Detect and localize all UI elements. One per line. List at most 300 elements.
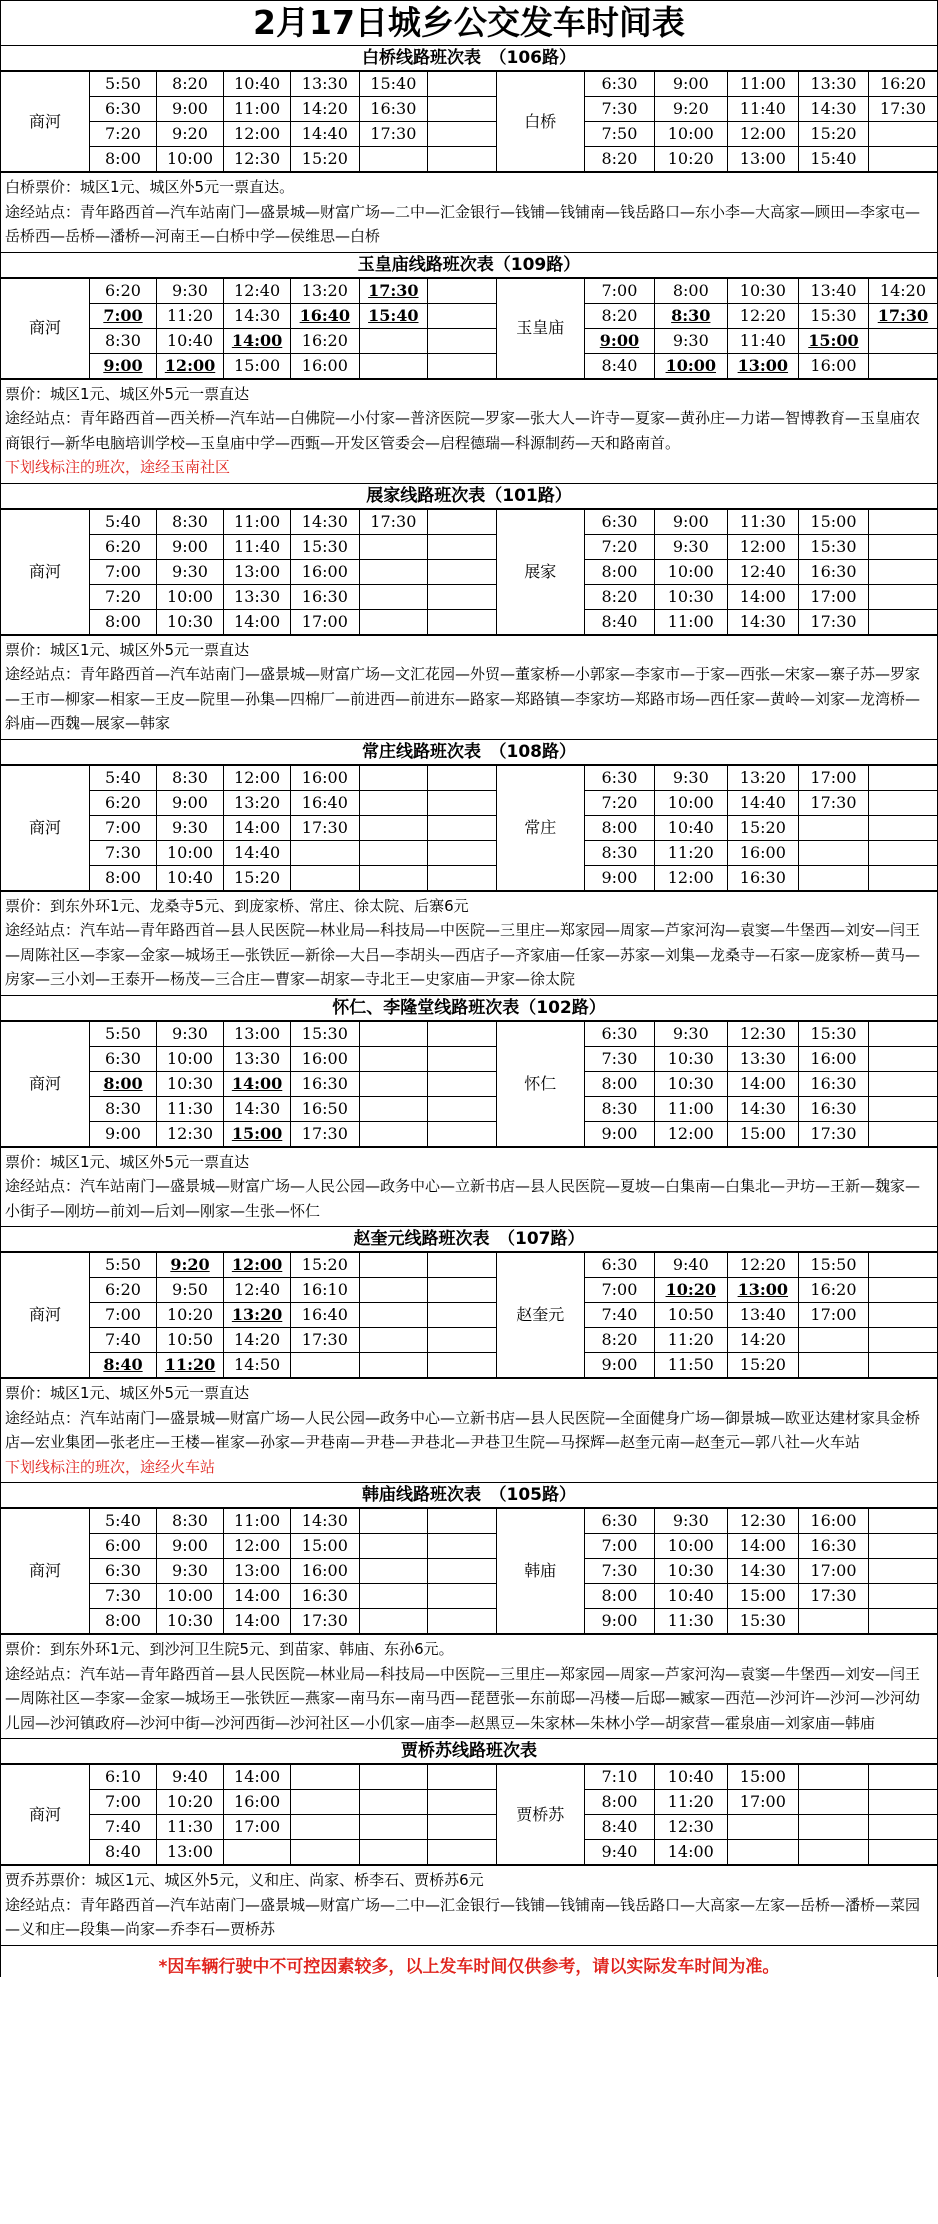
departure-time-cell: 8:00 [654,278,727,303]
departure-time-cell [359,1353,427,1378]
departure-time-cell: 15:00 [727,1584,798,1609]
departure-time-cell: 10:30 [157,609,224,634]
departure-time-cell: 13:20 [224,790,291,815]
departure-time-cell: 14:40 [727,790,798,815]
departure-time-cell [428,1253,496,1278]
departure-time-cell: 13:00 [727,1278,798,1303]
departure-time-cell: 15:20 [291,147,359,172]
table-row [1,790,937,815]
departure-time-cell: 16:30 [359,97,427,122]
table-row [1,509,937,534]
departure-time-cell: 10:20 [654,147,727,172]
departure-time-cell: 7:00 [89,559,156,584]
departure-time-cell: 15:50 [799,1253,869,1278]
departure-time-cell [359,1765,427,1790]
section-title: 常庄线路班次表 （108路） [1,740,937,765]
departure-time-cell: 10:20 [654,1278,727,1303]
departure-time-cell [428,559,496,584]
departure-time-cell: 11:40 [727,97,798,122]
departure-time-cell: 9:00 [157,1534,224,1559]
departure-time-cell: 8:40 [89,1840,156,1865]
departure-time-cell [868,1121,937,1146]
departure-time-cell: 8:30 [89,1096,156,1121]
timetable [1,1021,937,1147]
departure-time-cell: 17:30 [799,609,869,634]
departure-time-cell [428,1790,496,1815]
departure-time-cell [359,1509,427,1534]
departure-time-cell: 8:00 [89,609,156,634]
departure-time-cell: 16:50 [291,1096,359,1121]
departure-time-cell: 6:30 [585,1021,655,1046]
departure-time-cell: 16:00 [224,1790,291,1815]
departure-time-cell: 7:50 [585,122,655,147]
departure-time-cell: 15:20 [291,1253,359,1278]
departure-time-cell [868,1071,937,1096]
departure-time-cell [799,1353,869,1378]
departure-time-cell [868,509,937,534]
departure-time-cell: 8:00 [89,1071,156,1096]
table-row [1,1509,937,1534]
departure-time-cell [428,1765,496,1790]
departure-time-cell: 11:20 [157,303,224,328]
departure-time-cell: 7:40 [585,1303,655,1328]
departure-time-cell [359,840,427,865]
departure-time-cell: 14:20 [868,278,937,303]
departure-time-cell [359,1609,427,1634]
route-section [1,1483,937,1739]
departure-time-cell [359,1328,427,1353]
departure-time-cell [359,1303,427,1328]
departure-time-cell: 13:40 [799,278,869,303]
departure-time-cell: 16:00 [799,1509,869,1534]
departure-time-cell: 11:20 [654,1790,727,1815]
departure-time-cell [868,1253,937,1278]
departure-time-cell: 15:00 [799,328,869,353]
departure-time-cell [868,584,937,609]
terminal-station-label: 贾桥苏 [496,1765,584,1865]
departure-time-cell: 8:30 [89,328,156,353]
departure-time-cell: 10:00 [157,584,224,609]
departure-time-cell [428,278,496,303]
departure-time-cell: 8:30 [157,1509,224,1534]
table-row [1,1815,937,1840]
departure-time-cell: 10:30 [654,1071,727,1096]
departure-time-cell: 9:00 [654,509,727,534]
departure-time-cell: 8:20 [585,1328,655,1353]
departure-time-cell: 9:30 [654,534,727,559]
departure-time-cell: 6:30 [585,509,655,534]
departure-time-cell: 10:20 [157,1790,224,1815]
departure-time-cell: 14:40 [291,122,359,147]
departure-time-cell: 10:00 [654,122,727,147]
departure-time-cell [868,815,937,840]
departure-time-cell: 6:30 [89,1046,156,1071]
departure-time-cell [428,1046,496,1071]
table-row [1,72,937,97]
stops-text: 途经站点：青年路西首—汽车站南门—盛景城—财富广场—二中—汇金银行—钱铺—钱铺南—钱岳路口—大高家—左家—岳桥—潘桥—菜园—义和庄—段集—尚家—乔李石—贾桥苏 [5,1895,921,1938]
departure-time-cell: 14:30 [224,303,291,328]
departure-time-cell: 7:00 [585,1534,655,1559]
departure-time-cell: 11:30 [727,509,798,534]
departure-time-cell: 10:00 [654,790,727,815]
section-title: 玉皇庙线路班次表（109路） [1,253,937,278]
departure-time-cell [799,1815,869,1840]
origin-station-label: 商河 [1,1765,89,1865]
departure-time-cell: 14:20 [727,1328,798,1353]
departure-time-cell: 16:00 [291,765,359,790]
departure-time-cell: 14:00 [224,1071,291,1096]
timetable [1,1508,937,1634]
origin-station-label: 商河 [1,72,89,172]
departure-time-cell: 7:20 [585,790,655,815]
departure-time-cell [359,1096,427,1121]
departure-time-cell: 7:10 [585,1765,655,1790]
departure-time-cell: 16:00 [291,353,359,378]
departure-time-cell: 9:20 [157,1253,224,1278]
departure-time-cell: 9:30 [157,278,224,303]
departure-time-cell: 15:30 [727,1609,798,1634]
departure-time-cell: 14:00 [224,609,291,634]
departure-time-cell: 14:00 [224,1765,291,1790]
table-row [1,1046,937,1071]
departure-time-cell: 9:30 [654,328,727,353]
departure-time-cell: 5:50 [89,1253,156,1278]
departure-time-cell [428,1096,496,1121]
departure-time-cell [428,1815,496,1840]
table-row [1,147,937,172]
table-row [1,584,937,609]
table-row [1,534,937,559]
departure-time-cell: 10:40 [654,815,727,840]
table-row [1,353,937,378]
departure-time-cell: 15:00 [224,353,291,378]
stops-text: 途经站点：青年路西首—汽车站南门—盛景城—财富广场—二中—汇金银行—钱铺—钱铺南—钱岳路口—东小李—大高家—顾田—李家屯—岳桥西—岳桥—潘桥—河南王—白桥中学—侯维思—白桥 [5,202,921,245]
departure-time-cell [868,559,937,584]
departure-time-cell: 12:00 [654,1121,727,1146]
departure-time-cell [359,1815,427,1840]
departure-time-cell [799,1765,869,1790]
departure-time-cell [428,328,496,353]
table-row [1,865,937,890]
departure-time-cell: 17:00 [799,765,869,790]
departure-time-cell [799,1328,869,1353]
departure-time-cell: 15:30 [799,534,869,559]
departure-time-cell: 12:30 [654,1815,727,1840]
departure-time-cell: 6:30 [89,97,156,122]
departure-time-cell: 13:00 [224,1559,291,1584]
departure-time-cell [359,765,427,790]
departure-time-cell: 7:30 [89,840,156,865]
departure-time-cell [428,1303,496,1328]
departure-time-cell: 17:30 [868,97,937,122]
departure-time-cell [868,1559,937,1584]
departure-time-cell: 7:00 [89,303,156,328]
departure-time-cell: 14:40 [224,840,291,865]
departure-time-cell: 12:20 [727,1253,798,1278]
departure-time-cell: 14:00 [224,328,291,353]
departure-time-cell: 16:30 [799,1096,869,1121]
stops-text: 途经站点：汽车站—青年路西首—县人民医院—林业局—科技局—中医院—三里庄—郑家园—周家—芦家河沟—袁窦—牛堡西—刘安—闫王—周陈社区—李家—金家—城场王—张铁匠—新徐—大吕—李胡头—西店子—齐家庙—任家—苏家—刘集—龙桑寺—石家—庞家桥—黄马—房家—三小刘—王泰开—杨茂—三合庄—曹家—胡家—寺北王—史家庙—尹家—徐太院 [5,921,921,988]
departure-time-cell: 10:50 [157,1328,224,1353]
departure-time-cell: 8:00 [585,1071,655,1096]
departure-time-cell: 12:00 [157,353,224,378]
origin-station-label: 商河 [1,765,89,890]
departure-time-cell: 9:20 [157,122,224,147]
departure-time-cell: 13:20 [291,278,359,303]
departure-time-cell: 9:00 [157,534,224,559]
departure-time-cell: 5:40 [89,1509,156,1534]
departure-time-cell: 10:40 [224,72,291,97]
departure-time-cell: 14:50 [224,1353,291,1378]
origin-station-label: 商河 [1,1253,89,1378]
departure-time-cell [868,1790,937,1815]
departure-time-cell: 14:20 [291,97,359,122]
departure-time-cell: 16:30 [291,1071,359,1096]
departure-time-cell: 12:20 [727,303,798,328]
departure-time-cell [359,353,427,378]
departure-time-cell: 9:30 [157,1021,224,1046]
table-row [1,1303,937,1328]
departure-time-cell: 6:30 [585,72,655,97]
departure-time-cell: 16:00 [291,1559,359,1584]
departure-time-cell [291,1790,359,1815]
table-row [1,1534,937,1559]
table-row [1,1609,937,1634]
table-row [1,97,937,122]
departure-time-cell: 7:00 [585,278,655,303]
departure-time-cell: 6:20 [89,278,156,303]
departure-time-cell: 6:20 [89,790,156,815]
table-row [1,1765,937,1790]
departure-time-cell [359,328,427,353]
departure-time-cell: 14:00 [224,815,291,840]
timetable [1,765,937,891]
departure-time-cell: 10:30 [654,584,727,609]
departure-time-cell: 14:30 [224,1096,291,1121]
route-section [1,1739,937,1946]
departure-time-cell [428,865,496,890]
departure-time-cell: 8:00 [89,1609,156,1634]
departure-time-cell: 9:00 [157,790,224,815]
departure-time-cell [359,534,427,559]
departure-time-cell: 9:30 [157,815,224,840]
table-row [1,765,937,790]
departure-time-cell: 9:00 [585,1609,655,1634]
departure-time-cell: 14:30 [727,1559,798,1584]
departure-time-cell: 6:20 [89,1278,156,1303]
departure-time-cell [359,1559,427,1584]
underline-note: 下划线标注的班次，途经玉南社区 [5,458,231,476]
departure-time-cell: 16:00 [799,1046,869,1071]
departure-time-cell: 17:00 [799,584,869,609]
departure-time-cell [428,534,496,559]
departure-time-cell: 17:00 [799,1303,869,1328]
departure-time-cell: 13:20 [727,765,798,790]
departure-time-cell: 8:30 [157,509,224,534]
departure-time-cell: 15:20 [727,815,798,840]
departure-time-cell: 11:00 [727,72,798,97]
departure-time-cell: 12:40 [224,278,291,303]
departure-time-cell [428,1021,496,1046]
route-section [1,484,937,740]
departure-time-cell: 8:30 [654,303,727,328]
departure-time-cell: 10:00 [157,1046,224,1071]
departure-time-cell [868,353,937,378]
departure-time-cell: 16:00 [291,1046,359,1071]
departure-time-cell: 12:00 [224,1534,291,1559]
departure-time-cell [727,1840,798,1865]
table-row [1,1121,937,1146]
departure-time-cell: 16:40 [291,1303,359,1328]
departure-time-cell [428,765,496,790]
terminal-station-label: 展家 [496,509,584,634]
departure-time-cell: 9:00 [585,328,655,353]
departure-time-cell [359,1534,427,1559]
departure-time-cell: 11:30 [157,1815,224,1840]
departure-time-cell [291,865,359,890]
departure-time-cell [224,1840,291,1865]
fare-text: 贾乔苏票价：城区1元、城区外5元，义和庄、尚家、桥李石、贾桥苏6元 [5,1871,484,1889]
departure-time-cell: 16:00 [291,559,359,584]
departure-time-cell [359,1071,427,1096]
route-info [1,1865,937,1946]
departure-time-cell [868,765,937,790]
origin-station-label: 商河 [1,1021,89,1146]
departure-time-cell: 8:00 [585,559,655,584]
departure-time-cell: 12:40 [727,559,798,584]
departure-time-cell: 5:50 [89,72,156,97]
departure-time-cell [428,840,496,865]
departure-time-cell: 11:40 [224,534,291,559]
departure-time-cell: 17:30 [799,1584,869,1609]
departure-time-cell [868,1609,937,1634]
departure-time-cell: 12:00 [224,765,291,790]
departure-time-cell: 13:20 [224,1303,291,1328]
departure-time-cell [428,1509,496,1534]
page-title: 2月17日城乡公交发车时间表 [1,1,937,46]
departure-time-cell [359,1840,427,1865]
departure-time-cell: 15:20 [727,1353,798,1378]
departure-time-cell [428,1609,496,1634]
section-title: 展家线路班次表（101路） [1,484,937,509]
departure-time-cell: 7:30 [585,1559,655,1584]
departure-time-cell: 14:00 [224,1584,291,1609]
table-row [1,1096,937,1121]
stops-text: 途经站点：青年路西首—汽车站南门—盛景城—财富广场—文汇花园—外贸—董家桥—小郭家—李家市—于家—西张—宋家—寨子苏—罗家—王市—柳家—相家—王皮—院里—孙集—四棉厂—前进西—前进东—路家—郑路镇—李家坊—郑路市场—西任家—黄岭—刘家—龙湾桥—斜庙—西魏—展家—韩家 [5,665,921,732]
departure-time-cell: 9:30 [157,559,224,584]
departure-time-cell [291,1765,359,1790]
route-info [1,1147,937,1228]
departure-time-cell [868,1021,937,1046]
terminal-station-label: 赵奎元 [496,1253,584,1378]
departure-time-cell: 5:50 [89,1021,156,1046]
table-row [1,1840,937,1865]
departure-time-cell [428,122,496,147]
departure-time-cell: 8:40 [585,1815,655,1840]
route-section [1,1227,937,1483]
departure-time-cell: 9:30 [157,1559,224,1584]
departure-time-cell [868,790,937,815]
departure-time-cell: 12:30 [224,147,291,172]
route-info [1,172,937,253]
departure-time-cell: 14:30 [727,609,798,634]
departure-time-cell: 6:30 [585,1253,655,1278]
departure-time-cell: 9:00 [585,1121,655,1146]
departure-time-cell: 7:40 [89,1815,156,1840]
departure-time-cell: 15:20 [224,865,291,890]
departure-time-cell: 8:00 [89,865,156,890]
departure-time-cell [868,122,937,147]
departure-time-cell: 7:00 [89,815,156,840]
departure-time-cell: 16:30 [799,1071,869,1096]
departure-time-cell [868,840,937,865]
departure-time-cell [359,584,427,609]
departure-time-cell: 10:40 [654,1584,727,1609]
departure-time-cell: 16:20 [799,1278,869,1303]
departure-time-cell: 11:00 [224,1509,291,1534]
departure-time-cell: 10:00 [157,147,224,172]
departure-time-cell: 8:00 [89,147,156,172]
departure-time-cell [359,865,427,890]
departure-time-cell: 13:30 [799,72,869,97]
departure-time-cell [868,1534,937,1559]
departure-time-cell [291,1840,359,1865]
departure-time-cell: 14:00 [654,1840,727,1865]
table-row [1,1328,937,1353]
origin-station-label: 商河 [1,1509,89,1634]
table-row [1,1253,937,1278]
departure-time-cell: 16:30 [291,584,359,609]
table-row [1,1071,937,1096]
route-section [1,996,937,1228]
departure-time-cell: 6:30 [585,765,655,790]
departure-time-cell: 11:20 [157,1353,224,1378]
fare-text: 票价：城区1元、城区外5元一票直达 [5,384,250,403]
timetable [1,278,937,379]
departure-time-cell: 14:00 [727,1071,798,1096]
departure-time-cell [428,584,496,609]
departure-time-cell: 16:40 [291,790,359,815]
departure-time-cell [359,1021,427,1046]
departure-time-cell: 8:30 [585,1096,655,1121]
departure-time-cell [359,559,427,584]
departure-time-cell: 17:30 [868,303,937,328]
departure-time-cell: 12:00 [727,534,798,559]
departure-time-cell: 7:20 [89,122,156,147]
departure-time-cell: 16:30 [799,559,869,584]
departure-time-cell: 7:20 [585,534,655,559]
route-section [1,46,937,253]
origin-station-label: 商河 [1,509,89,634]
section-title: 韩庙线路班次表 （105路） [1,1483,937,1508]
departure-time-cell [868,1584,937,1609]
departure-time-cell [359,1253,427,1278]
terminal-station-label: 韩庙 [496,1509,584,1634]
stops-text: 途经站点：汽车站南门—盛景城—财富广场—人民公园—政务中心—立新书店—县人民医院—夏坡—白集南—白集北—尹坊—王新—魏家—小街子—刚坊—前刘—后刘—刚家—生张—怀仁 [5,1177,921,1220]
departure-time-cell: 12:40 [224,1278,291,1303]
departure-time-cell: 10:40 [157,328,224,353]
departure-time-cell [428,1559,496,1584]
origin-station-label: 商河 [1,278,89,378]
fare-text: 票价：城区1元、城区外5元一票直达 [5,640,250,659]
departure-time-cell: 12:30 [727,1509,798,1534]
departure-time-cell: 9:30 [654,1509,727,1534]
departure-time-cell: 10:00 [654,559,727,584]
departure-time-cell: 12:00 [654,865,727,890]
departure-time-cell: 11:30 [157,1096,224,1121]
departure-time-cell: 17:30 [799,1121,869,1146]
departure-time-cell: 11:00 [654,609,727,634]
